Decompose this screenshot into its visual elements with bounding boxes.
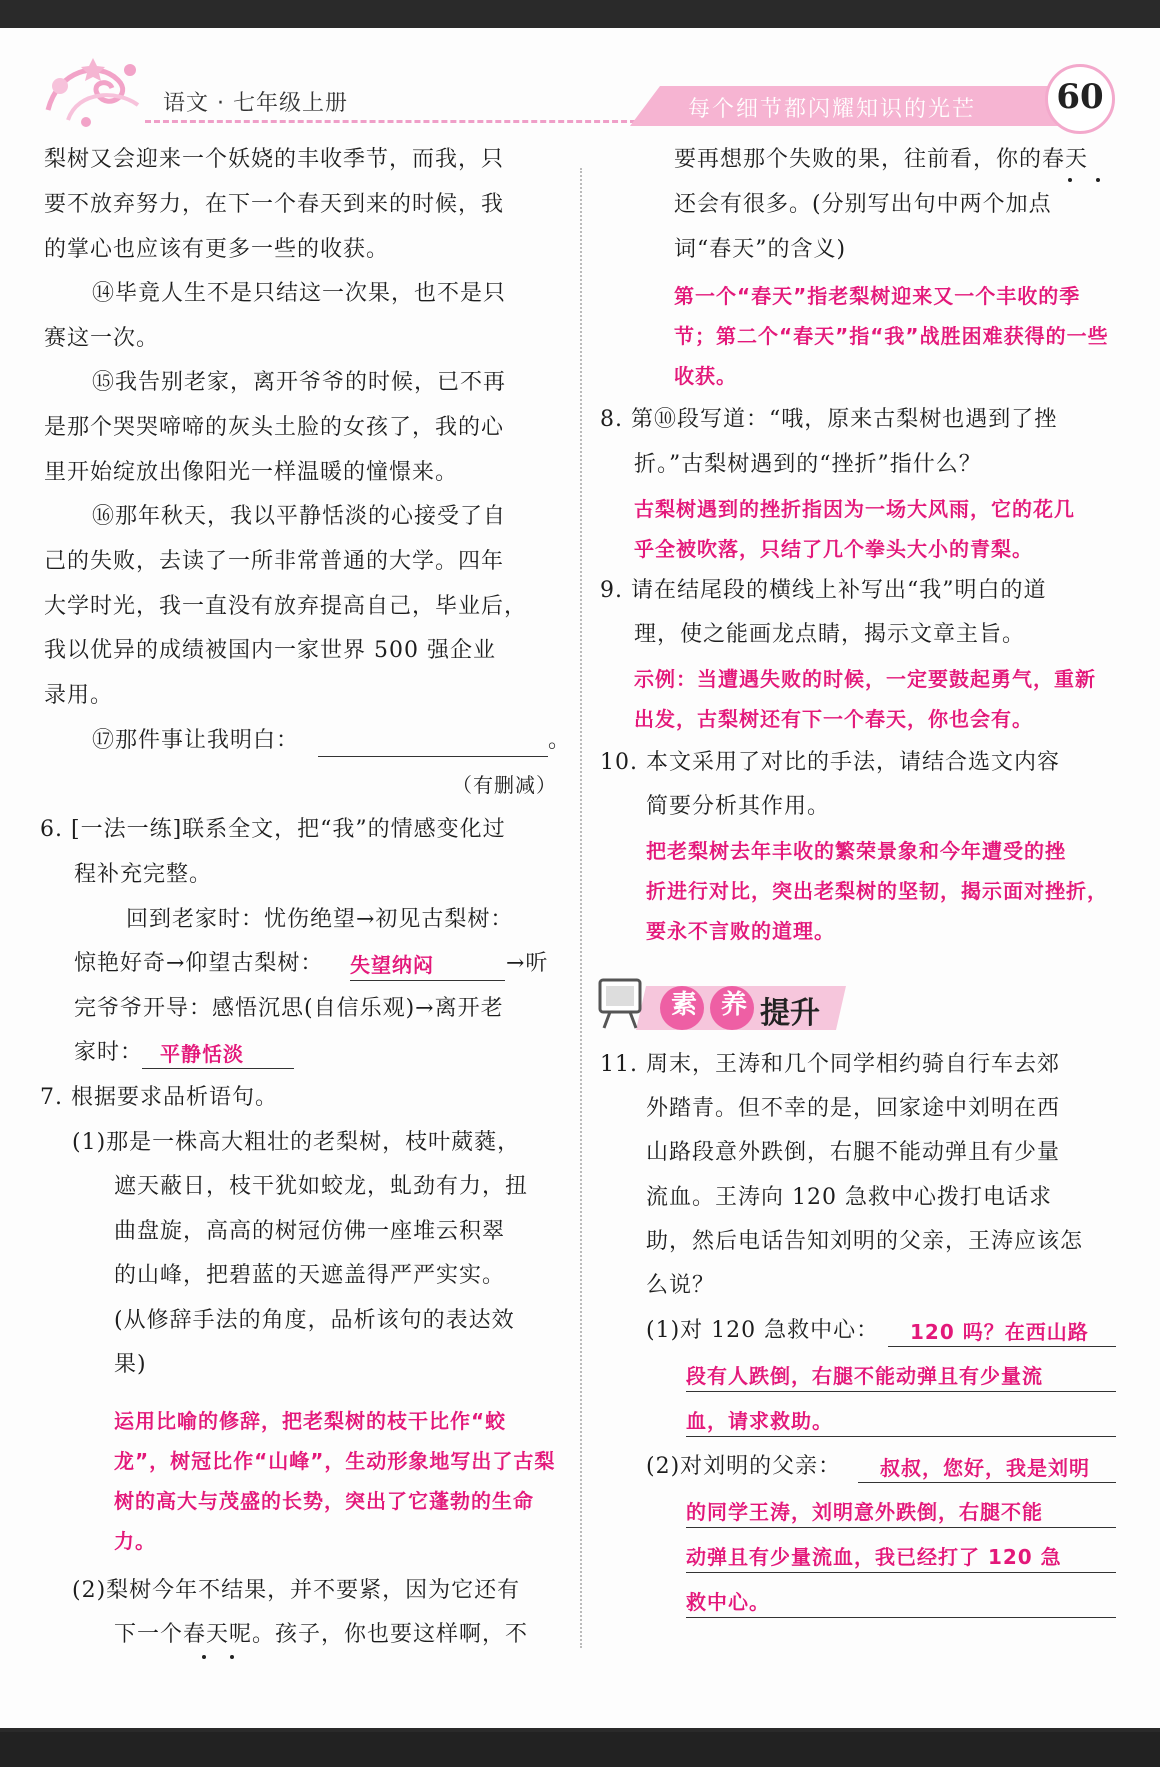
text-line: 下一个春天呢。孩子，你也要这样啊，不 xyxy=(114,1622,529,1647)
answer-blank-line xyxy=(686,1436,1116,1437)
floral-ornament-icon xyxy=(38,50,148,130)
answer-text: 树的高大与茂盛的长势，突出了它蓬勃的生命 xyxy=(114,1489,534,1513)
page-number-badge xyxy=(1045,64,1115,134)
text-line: 里开始绽放出像阳光一样温暖的憧憬来。 xyxy=(44,460,459,485)
bottom-edge xyxy=(0,1732,1160,1767)
text-line: ⑰那件事让我明白： xyxy=(92,728,300,753)
text-line: (2)梨树今年不结果，并不要紧，因为它还有 xyxy=(72,1578,521,1603)
text-line: 遮天蔽日，枝干犹如蛟龙，虬劲有力，扭 xyxy=(114,1174,529,1199)
answer-text: 折进行对比，突出老梨树的坚韧，揭示面对挫折， xyxy=(646,879,1108,903)
text-line: 曲盘旋，高高的树冠仿佛一座堆云积翠 xyxy=(114,1219,506,1244)
answer-blank-line xyxy=(888,1346,1116,1347)
answer-text: 段有人跌倒，右腿不能动弹且有少量流 xyxy=(686,1364,1043,1388)
text-line: (1)那是一株高大粗壮的老梨树，枝叶葳蕤， xyxy=(72,1130,521,1155)
slogan-text: 每个细节都闪耀知识的光芒 xyxy=(688,97,977,122)
answer-text: 120 吗？在西山路 xyxy=(910,1320,1089,1344)
text-line: 的掌心也应该有更多一些的收获。 xyxy=(44,237,390,262)
answer-text: 运用比喻的修辞，把老梨树的枝干比作“蛟 xyxy=(114,1409,507,1433)
question-11: 11. 周末，王涛和几个同学相约骑自行车去郊 xyxy=(600,1052,1060,1077)
text-line: 大学时光，我一直没有放弃提高自己，毕业后， xyxy=(44,594,528,619)
text-line: 简要分析其作用。 xyxy=(646,794,831,819)
emphasis-dot xyxy=(230,1655,234,1659)
text-line: ⑯那年秋天，我以平静恬淡的心接受了自 xyxy=(92,504,507,529)
text-line: 我以优异的成绩被国内一家世界 500 强企业 xyxy=(44,638,496,663)
question-7: 7. 根据要求品析语句。 xyxy=(40,1085,278,1110)
emphasis-dot xyxy=(1096,178,1100,182)
text-line: 家时： xyxy=(74,1040,144,1065)
text-line: ⑮我告别老家，离开爷爷的时候，已不再 xyxy=(92,370,507,395)
source-note: （有删减） xyxy=(452,773,557,797)
text-line: 流血。王涛向 120 急救中心拨打电话求 xyxy=(646,1185,1052,1210)
answer-blank-2: 平静恬淡 xyxy=(160,1042,244,1066)
question-8: 8. 第⑩段写道：“哦，原来古梨树也遇到了挫 xyxy=(600,407,1058,432)
section-badge-2: 养 xyxy=(721,990,749,1020)
text-line: 山路段意外跌倒，右腿不能动弹且有少量 xyxy=(646,1140,1061,1165)
answer-blank-line xyxy=(318,756,548,757)
emphasis-dot xyxy=(202,1655,206,1659)
emphasis-dot xyxy=(1068,178,1072,182)
text-line: 是那个哭哭啼啼的灰头土脸的女孩了，我的心 xyxy=(44,415,505,440)
text-line: ⑭毕竟人生不是只结这一次果，也不是只 xyxy=(92,281,507,306)
text-line: 要不放弃努力，在下一个春天到来的时候，我 xyxy=(44,192,505,217)
column-divider xyxy=(580,168,582,1648)
text-line: (2)对刘明的父亲： xyxy=(646,1454,842,1479)
text-line: 惊艳好奇→仰望古梨树： xyxy=(74,951,324,976)
answer-blank-line xyxy=(142,1068,294,1069)
answer-text: 动弹且有少量流血，我已经打了 120 急 xyxy=(686,1545,1062,1569)
text-line: 助，然后电话告知刘明的父亲，王涛应该怎 xyxy=(646,1229,1084,1254)
answer-text: 把老梨树去年丰收的繁荣景象和今年遭受的挫 xyxy=(646,839,1066,863)
answer-blank-line xyxy=(858,1482,1116,1483)
answer-text: 出发，古梨树还有下一个春天，你也会有。 xyxy=(634,707,1033,731)
text-line: 折。”古梨树遇到的“挫折”指什么？ xyxy=(634,452,982,477)
answer-blank-line xyxy=(686,1527,1116,1528)
text-line: 。 xyxy=(548,728,572,753)
answer-text: 龙”，树冠比作“山峰”，生动形象地写出了古梨 xyxy=(114,1449,556,1473)
text-line: 么说？ xyxy=(646,1273,716,1298)
section-badge-1: 素 xyxy=(671,990,699,1020)
section-title: 提升 xyxy=(760,996,820,1031)
text-line: 程补充完整。 xyxy=(74,862,213,887)
page-header xyxy=(0,28,1160,138)
answer-text: 第一个“春天”指老梨树迎来又一个丰收的季 xyxy=(674,284,1081,308)
text-line: 词“春天”的含义) xyxy=(674,237,847,262)
text-line: 梨树又会迎来一个妖娆的丰收季节，而我，只 xyxy=(44,147,505,172)
text-line: →听 xyxy=(506,951,549,976)
answer-blank-line xyxy=(350,980,505,981)
text-line: 录用。 xyxy=(44,683,114,708)
text-line: 回到老家时：忧伤绝望→初见古梨树： xyxy=(126,907,514,932)
text-line: 己的失败，去读了一所非常普通的大学。四年 xyxy=(44,549,505,574)
answer-text: 要永不言败的道理。 xyxy=(646,919,835,943)
text-line: 还会有很多。(分别写出句中两个加点 xyxy=(674,192,1052,217)
text-line: 外踏青。但不幸的是，回家途中刘明在西 xyxy=(646,1096,1061,1121)
answer-text: 示例：当遭遇失败的时候，一定要鼓起勇气，重新 xyxy=(634,667,1096,691)
answer-text: 乎全被吹落，只结了几个拳头大小的青梨。 xyxy=(634,537,1033,561)
subject-label: 语文 · 七年级上册 xyxy=(163,91,348,116)
answer-text: 的同学王涛，刘明意外跌倒，右腿不能 xyxy=(686,1500,1043,1524)
answer-text: 叔叔，您好，我是刘明 xyxy=(880,1456,1090,1480)
text-line: 果) xyxy=(114,1352,147,1377)
text-line: (1)对 120 急救中心： xyxy=(646,1318,880,1343)
page-number: 60 xyxy=(1056,77,1104,117)
text-line: 要再想那个失败的果，往前看，你的春天 xyxy=(674,147,1089,172)
text-line: 理，使之能画龙点睛，揭示文章主旨。 xyxy=(634,622,1026,647)
workbook-page xyxy=(0,28,1160,1728)
answer-text: 力。 xyxy=(114,1529,156,1553)
answer-blank-1: 失望纳闷 xyxy=(350,953,434,977)
answer-text: 节；第二个“春天”指“我”战胜困难获得的一些 xyxy=(674,324,1109,348)
text-line: 的山峰，把碧蓝的天遮盖得严严实实。 xyxy=(114,1263,506,1288)
question-9: 9. 请在结尾段的横线上补写出“我”明白的道 xyxy=(600,578,1047,603)
question-10: 10. 本文采用了对比的手法，请结合选文内容 xyxy=(600,750,1060,775)
answer-text: 古梨树遇到的挫折指因为一场大风雨，它的花几 xyxy=(634,497,1075,521)
answer-text: 收获。 xyxy=(674,364,737,388)
text-line: 赛这一次。 xyxy=(44,326,160,351)
answer-blank-line xyxy=(686,1572,1116,1573)
question-6: 6. [一法一练]联系全文，把“我”的情感变化过 xyxy=(40,817,506,842)
answer-blank-line xyxy=(686,1617,1116,1618)
answer-text: 血，请求救助。 xyxy=(686,1409,833,1433)
header-dashed-line xyxy=(145,120,645,123)
text-line: 完爷爷开导：感悟沉思(自信乐观)→离开老 xyxy=(74,996,504,1021)
answer-blank-line xyxy=(686,1391,1116,1392)
text-line: (从修辞手法的角度，品析该句的表达效 xyxy=(114,1308,515,1333)
answer-text: 救中心。 xyxy=(686,1590,770,1614)
